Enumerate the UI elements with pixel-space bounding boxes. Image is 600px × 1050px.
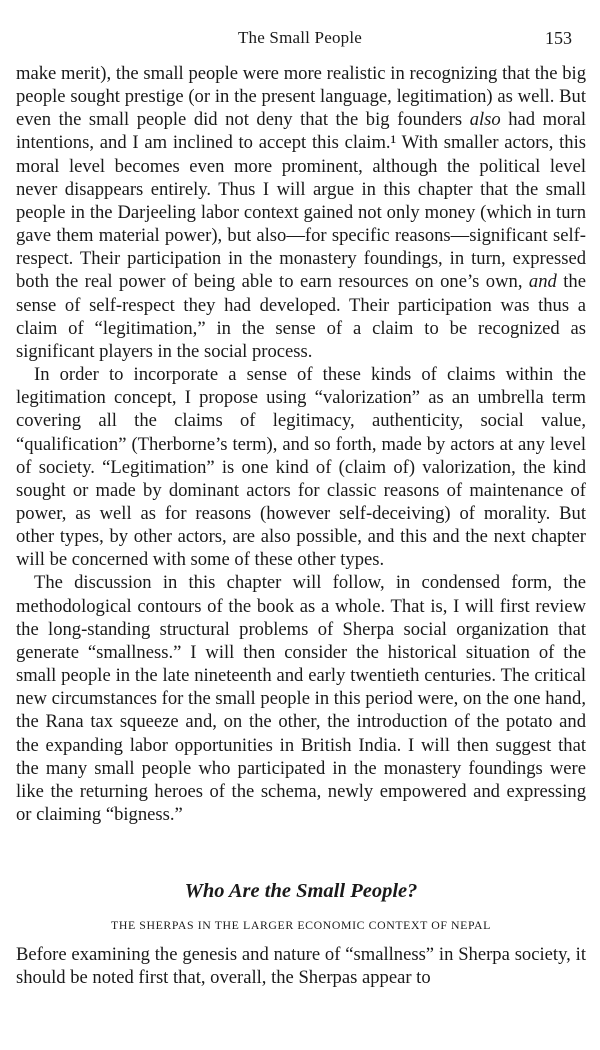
page-number: 153 <box>545 28 572 48</box>
paragraph-1-text-a: make merit), the small people were more realistic in recognizing that the big people sought prestige (or in the present language, legitimation) as well. But even the small people did not deny that the big founders <box>16 63 586 131</box>
paragraph-4 <box>16 943 586 989</box>
paragraph-1-text-c: the sense of self-respect they had developed. Their participation was thus a claim of “legitimation,” in the sense of a claim to be recognized as significant players in the social process. <box>16 271 586 362</box>
running-head: The Small People <box>237 28 363 47</box>
section-heading: Who Are the Small People? <box>184 880 418 903</box>
paragraph-3-text: The discussion in this chapter will follow, in condensed form, the methodological contours of the book as a whole. That is, I will first review the long-standing structural problems of Sherpa social organization that generate “smallness.” I will then consider the historical situation of the small people in the late nineteenth and early twentieth centuries. The critical new circumstances for the small people in this period were, on the one hand, the Rana tax squeeze and, on the other, the introduction of the potato and the expanding labor opportunities in British India. I will then suggest that the many small people who participated in the monastery foundings were like the returning heroes of the schema, newly empowered and expressing or claiming “bigness.” <box>16 572 586 825</box>
paragraph-2-text: In order to incorporate a sense of these kinds of claims within the legitimation concept, I propose using “valorization” as an umbrella term covering all the claims of legitimacy, authenticity, social value, “qualification” (Therborne’s term), and so forth, made by actors at any level of society. “Legitimation” is one kind of (claim of) valorization, the kind sought or made by dominant actors for classic reasons of maintenance of power, as well as for reasons (however self-deceiving) of morality. But other types, by other actors, are also possible, and this and the next chapter will be concerned with some of these other types. <box>16 364 586 571</box>
subsection-heading: THE SHERPAS IN THE LARGER ECONOMIC CONTEXT OF NEPAL <box>111 918 491 933</box>
paragraph-3 <box>16 571 586 826</box>
paragraph-2 <box>16 363 586 571</box>
body-text <box>16 62 586 989</box>
paragraph-1-text-b: had moral intentions, and I am inclined to accept this claim.¹ With smaller actors, this moral level becomes even more prominent, although the political level never disappears entirely. Thus I will argue in this chapter that the small people in the Darjeeling labor context gained not only money (which in turn gave them material power), but also—for specific reasons—significant self-respect. Their participation in the monastery foundings, in turn, expressed both the real power of being able to earn resources on one’s own, <box>16 109 587 293</box>
emphasis-and: and <box>528 271 557 293</box>
paragraph-1 <box>16 62 586 363</box>
page-header <box>0 28 600 54</box>
emphasis-also: also <box>469 109 501 131</box>
paragraph-4-text: Before examining the genesis and nature of “smallness” in Sherpa society, it should be noted first that, overall, the Sherpas appear to <box>16 944 586 989</box>
